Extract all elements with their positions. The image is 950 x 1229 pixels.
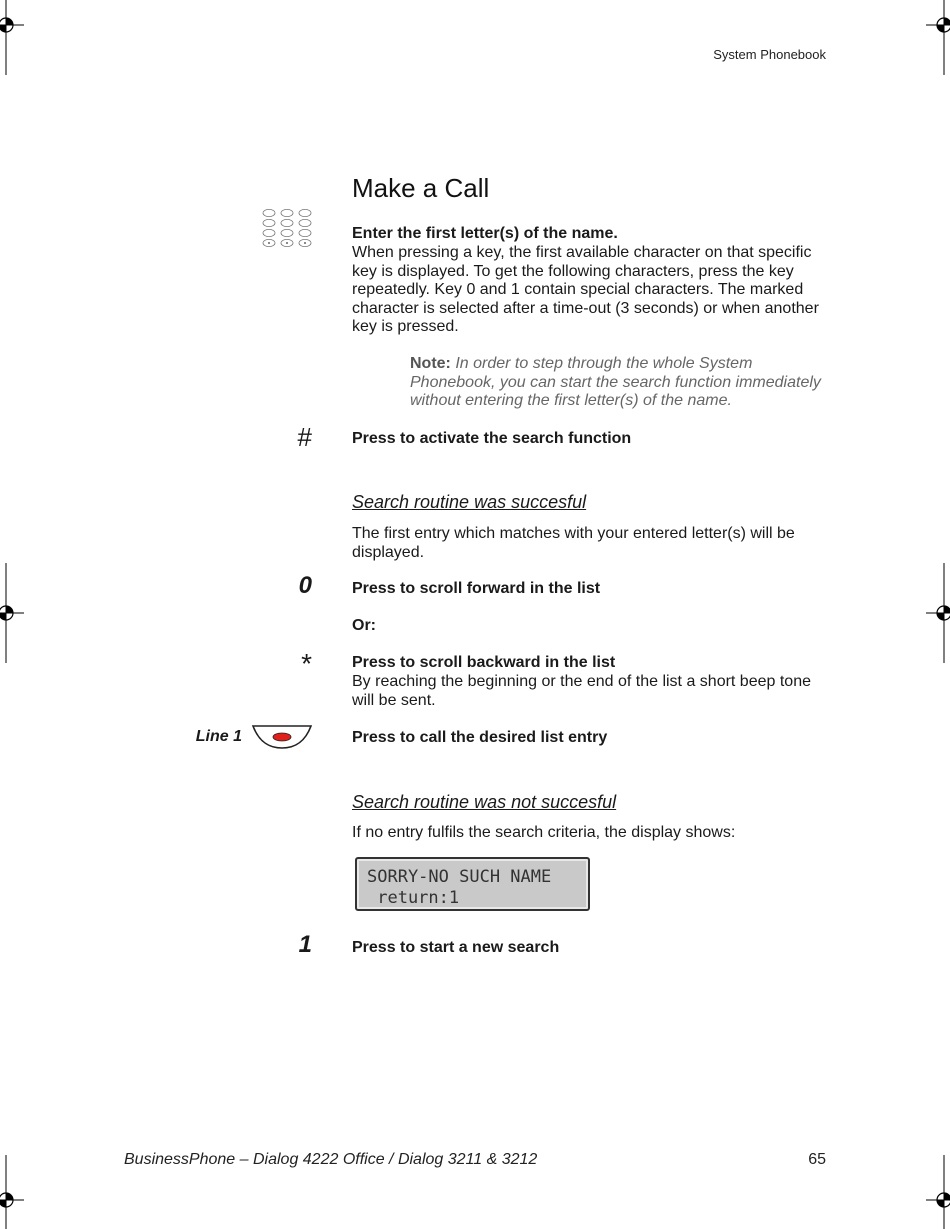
registration-mark-icon <box>0 563 40 663</box>
success-body: The first entry which matches with your entered letter(s) will be displayed. <box>352 525 795 561</box>
registration-mark-icon <box>0 1150 40 1229</box>
or-label: Or: <box>352 617 376 634</box>
display-line-2: return:1 <box>367 888 460 908</box>
page-number: 65 <box>808 1151 826 1168</box>
footer-title: BusinessPhone – Dialog 4222 Office / Dialog 3211 & 3212 <box>124 1151 538 1168</box>
scroll-backward-body: By reaching the beginning or the end of the list a short beep tone will be sent. <box>352 673 811 709</box>
line-1-label: Line 1 <box>195 728 242 745</box>
line-key-icon <box>250 724 314 750</box>
step-scroll-forward: Press to scroll forward in the list <box>352 580 601 597</box>
note-label: Note: <box>410 355 451 372</box>
one-key-symbol: 1 <box>298 931 312 958</box>
success-heading: Search routine was succesful <box>352 492 587 512</box>
registration-mark-icon <box>910 0 950 80</box>
registration-mark-icon <box>0 0 40 80</box>
display-screen <box>355 857 590 911</box>
hash-key-symbol: # <box>297 422 312 452</box>
step-new-search: Press to start a new search <box>352 939 560 956</box>
note-block <box>410 355 830 411</box>
registration-mark-icon <box>910 563 950 663</box>
note-text: In order to step through the whole System Phonebook, you can start the search function immediately without entering the first letter(s) of the name. <box>410 355 821 409</box>
failure-body: If no entry fulfils the search criteria, the display shows: <box>352 824 736 841</box>
page-title: Make a Call <box>352 173 490 203</box>
star-key-symbol: * <box>301 648 312 679</box>
running-header: System Phonebook <box>713 47 826 62</box>
step-call-entry: Press to call the desired list entry <box>352 729 608 746</box>
step-enter-letters-heading: Enter the first letter(s) of the name. <box>352 225 618 242</box>
step-activate-search: Press to activate the search function <box>352 430 632 447</box>
registration-mark-icon <box>910 1150 950 1229</box>
failure-heading: Search routine was not succesful <box>352 792 617 812</box>
zero-key-symbol: 0 <box>298 572 312 599</box>
keypad-icon <box>260 208 314 252</box>
step-enter-letters-body: When pressing a key, the first available character on that specific key is displayed. To get the following characters, press the key repeatedly. Key 0 and 1 contain special characters. The marked character is selected after a time-out (3 seconds) or when another key is pressed. <box>352 244 819 336</box>
display-line-1: SORRY-NO SUCH NAME <box>367 867 552 887</box>
step-scroll-backward: Press to scroll backward in the list <box>352 654 616 671</box>
